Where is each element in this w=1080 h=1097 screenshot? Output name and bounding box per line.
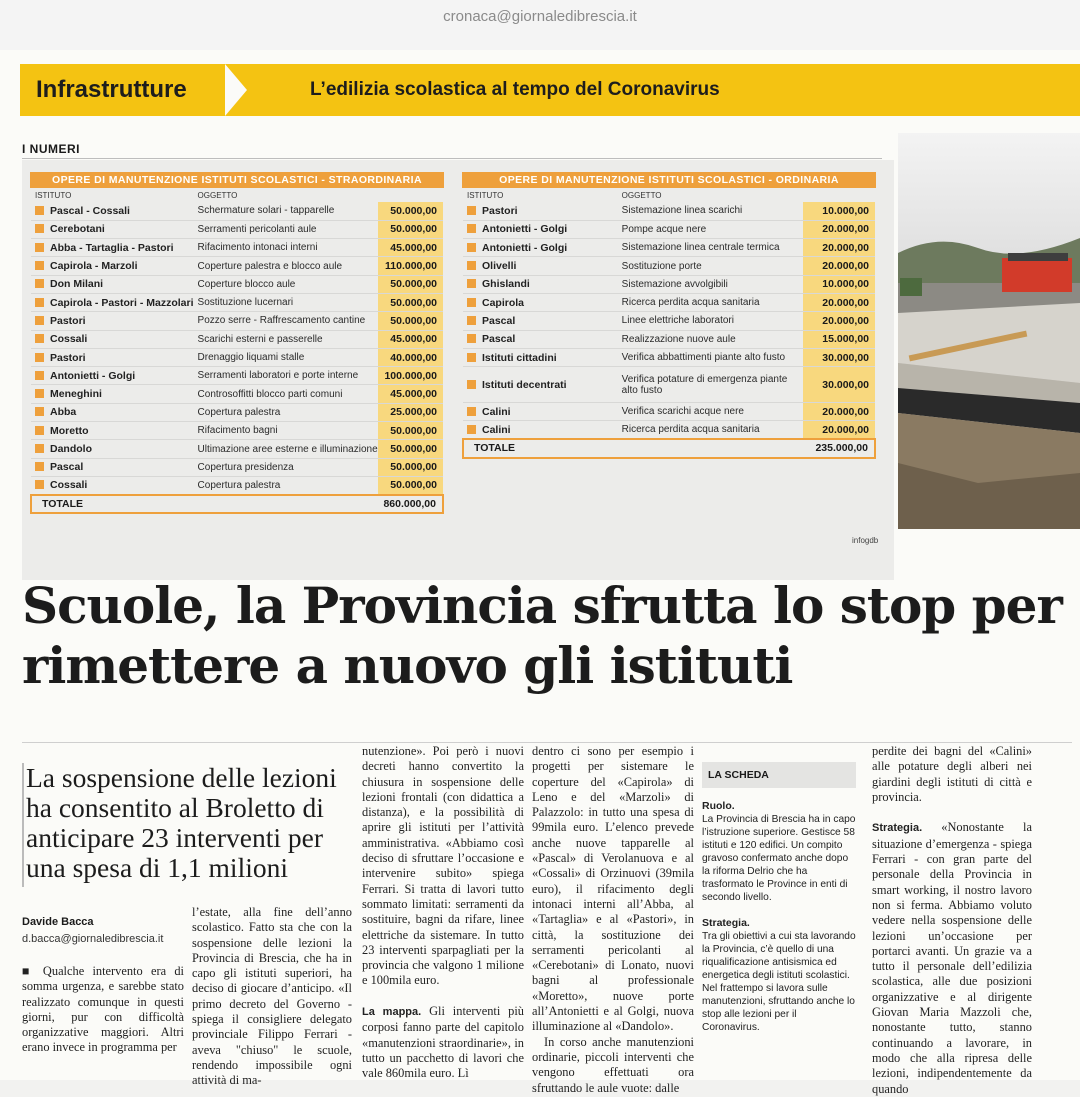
article-column-4 xyxy=(532,744,694,1096)
istituto-text: Capirola xyxy=(482,296,525,309)
cell-istituto xyxy=(463,293,618,311)
cell-importo: 45.000,00 xyxy=(378,239,443,257)
paragraph: dentro ci sono per esempio i progetti per sistemare le coperture del «Capirola» di Leno e del «Marzoli» di Palazzolo: in tutto una spesa di 99mila euro. L’elenco prevede anche nuove tapparelle al «Pascal» di Verolanuova e al «Cossali» di Orzinuovi (39mila euro), il rifacimento degli intonaci interni all’Abba, al «Tartaglia» e al «Pastori», in città, la sostituzione dei serramenti pericolanti al «Cerebotani» di Lonato, nuovi bagni al professionale «Moretto», nuove porte all’Antonietti e al Golgi, nuova illuminazione al «Dandolo». xyxy=(532,744,694,1034)
cell-importo: 10.000,00 xyxy=(803,202,875,220)
table-row xyxy=(463,348,875,366)
bullet-square-icon xyxy=(35,426,44,435)
table-straordinaria xyxy=(30,172,444,514)
istituto-text: Cerebotani xyxy=(50,223,105,236)
cell-istituto xyxy=(31,312,194,330)
col-header-importo xyxy=(378,188,443,202)
col-header-importo xyxy=(803,188,875,202)
cell-importo: 20.000,00 xyxy=(803,293,875,311)
author-name: Davide Bacca xyxy=(22,916,94,928)
construction-site-image xyxy=(898,133,1080,529)
article-column-1: ■ Qualche intervento era di somma urgenza, e sarebbe stato realizzato comunque in questi giorni, pur con difficoltà organizzative maggiori. Altri erano invece in programma per xyxy=(22,964,184,1055)
bullet-square-icon xyxy=(35,480,44,489)
table-row xyxy=(463,421,875,439)
paragraph: Gli interventi più corposi fanno parte del capitolo «manutenzioni straordinarie», in tutto un pacchetto di lavori che vale 860mila euro. Lì xyxy=(362,1004,524,1081)
cell-oggetto: Serramenti laboratori e porte interne xyxy=(194,367,378,385)
cell-istituto xyxy=(31,458,194,476)
fact-strategia-text: Tra gli obiettivi a cui sta lavorando la Provincia, c’è quello di una riqualificazione antisismica ed energetica degli istituti scolastici. Nel frattempo si lavora sulle manutenzioni, sfruttando anche lo stop alle lezioni per il Coronavirus. xyxy=(702,931,856,1033)
table-row xyxy=(31,239,443,257)
bullet-square-icon xyxy=(467,224,476,233)
article-column-6 xyxy=(872,744,1032,1097)
table-row xyxy=(31,257,443,275)
cell-oggetto: Ultimazione aree esterne e illuminazione xyxy=(194,440,378,458)
paragraph: «Nonostante la situazione d’emergenza - spiega Ferrari - con gran parte del personale della Provincia in smart working, il nostro lavoro non si ferma. Abbiamo voluto vedere nella sospensione delle lezioni un’occasione per portarci avanti. Un grazie va a tutto il personale dell’edilizia scolastica, alle due posizioni organizzative e al dirigente Giovan Maria Mazzoli che, nonostante tutto, stanno continuando a lavorare, in modo che alla ripresa delle lezioni, indipendentemente da quando xyxy=(872,820,1032,1096)
bullet-square-icon xyxy=(467,407,476,416)
cell-istituto xyxy=(31,330,194,348)
total-value: 235.000,00 xyxy=(803,439,875,457)
cell-importo: 110.000,00 xyxy=(378,257,443,275)
table-row xyxy=(31,403,443,421)
cell-importo: 50.000,00 xyxy=(378,422,443,440)
table-row xyxy=(31,422,443,440)
cell-oggetto: Realizzazione nuove aule xyxy=(618,330,804,348)
total-label: TOTALE xyxy=(463,439,618,457)
cell-istituto xyxy=(463,421,618,439)
bullet-square-icon xyxy=(35,462,44,471)
cell-importo: 50.000,00 xyxy=(378,202,443,220)
numbers-label: I NUMERI xyxy=(22,142,80,156)
fact-ruolo-text: La Provincia di Brescia ha in capo l’istruzione superiore. Gestisce 58 istituti e 120 edifici. Un compito gravoso confermato anche dopo la riforma Delrio che ha trasformato le Province in enti di secondo livello. xyxy=(702,814,856,903)
cell-oggetto: Verifica potature di emergenza piante alto fusto xyxy=(618,367,804,403)
bullet-square-icon xyxy=(35,353,44,362)
bullet-square-icon xyxy=(467,334,476,343)
bullet-square-icon xyxy=(467,425,476,434)
cell-oggetto: Controsoffitti blocco parti comuni xyxy=(194,385,378,403)
istituto-text: Ghislandi xyxy=(482,278,530,291)
bullet-square-icon xyxy=(35,298,44,307)
bullet-square-icon xyxy=(35,407,44,416)
author-email[interactable]: d.bacca@giornaledibrescia.it xyxy=(22,933,164,945)
bullet-square-icon xyxy=(35,444,44,453)
col-header-istituto: ISTITUTO xyxy=(467,190,504,200)
total-spacer xyxy=(618,439,804,457)
cell-oggetto: Coperture palestra e blocco aule xyxy=(194,257,378,275)
table-row xyxy=(31,348,443,366)
section-title: Infrastrutture xyxy=(36,76,187,103)
table-row xyxy=(31,440,443,458)
newspaper-page xyxy=(0,50,1080,1096)
istituto-text: Calini xyxy=(482,423,511,436)
col-header-oggetto: OGGETTO xyxy=(197,190,238,200)
istituto-text: Antonietti - Golgi xyxy=(482,223,568,236)
cell-importo: 20.000,00 xyxy=(803,421,875,439)
bullet-square-icon xyxy=(35,316,44,325)
table-row xyxy=(463,257,875,275)
fact-box xyxy=(702,762,856,1034)
table-ordinaria xyxy=(462,172,876,459)
numbers-rule xyxy=(22,158,882,159)
cell-istituto xyxy=(31,440,194,458)
cell-importo: 40.000,00 xyxy=(378,348,443,366)
cell-oggetto: Pozzo serre - Raffrescamento cantine xyxy=(194,312,378,330)
table-row xyxy=(31,220,443,238)
cell-oggetto: Sistemazione linea centrale termica xyxy=(618,239,804,257)
cell-istituto xyxy=(31,348,194,366)
table-row xyxy=(31,385,443,403)
fact-ruolo-label: Ruolo. xyxy=(702,800,735,812)
cell-istituto xyxy=(463,348,618,366)
cell-importo: 45.000,00 xyxy=(378,330,443,348)
table-title: OPERE DI MANUTENZIONE ISTITUTI SCOLASTICI - ORDINARIA xyxy=(462,172,876,188)
istituto-text: Cossali xyxy=(50,479,88,492)
cell-importo: 50.000,00 xyxy=(378,293,443,311)
istituto-text: Capirola - Marzoli xyxy=(50,260,138,273)
istituto-text: Don Milani xyxy=(50,278,104,291)
cell-istituto xyxy=(31,403,194,421)
paragraph: In corso anche manutenzioni ordinarie, piccoli interventi che vengono effettuati ora sfruttando le aule vuote: dalle xyxy=(532,1034,694,1095)
deck: La sospensione delle lezioni ha consentito al Broletto di anticipare 23 interventi per una spesa di 1,1 milioni xyxy=(26,762,337,883)
cell-istituto xyxy=(463,330,618,348)
fact-strategia-label: Strategia. xyxy=(702,917,750,929)
cell-istituto xyxy=(463,239,618,257)
cell-oggetto: Rifacimento intonaci interni xyxy=(194,239,378,257)
cell-istituto xyxy=(31,220,194,238)
cell-oggetto: Copertura palestra xyxy=(194,403,378,421)
table-row xyxy=(463,293,875,311)
cell-istituto xyxy=(463,403,618,421)
bullet-square-icon xyxy=(35,389,44,398)
cell-oggetto: Ricerca perdita acqua sanitaria xyxy=(618,293,804,311)
cell-istituto xyxy=(31,367,194,385)
bullet-square-icon xyxy=(467,261,476,270)
section-subtitle: L’edilizia scolastica al tempo del Coronavirus xyxy=(310,79,720,100)
cell-oggetto: Verifica scarichi acque nere xyxy=(618,403,804,421)
istituto-text: Pascal xyxy=(482,333,516,346)
cell-importo: 50.000,00 xyxy=(378,458,443,476)
istituto-text: Antonietti - Golgi xyxy=(50,369,136,382)
bullet-square-icon xyxy=(467,298,476,307)
istituto-text: Istituti decentrati xyxy=(482,378,567,391)
istituto-text: Pascal - Cossali xyxy=(50,204,130,217)
top-bar xyxy=(0,0,1080,50)
istituto-text: Meneghini xyxy=(50,388,102,401)
istituto-text: Capirola - Pastori - Mazzolari xyxy=(50,296,194,309)
fact-box-body xyxy=(702,800,856,1034)
cell-oggetto: Linee elettriche laboratori xyxy=(618,312,804,330)
cell-importo: 20.000,00 xyxy=(803,403,875,421)
cell-importo: 10.000,00 xyxy=(803,275,875,293)
bullet-square-icon xyxy=(467,316,476,325)
cell-importo: 50.000,00 xyxy=(378,312,443,330)
cell-importo: 25.000,00 xyxy=(378,403,443,421)
istituto-text: Pascal xyxy=(50,461,84,474)
bullet-square-icon xyxy=(35,206,44,215)
cell-oggetto: Schermature solari - tapparelle xyxy=(194,202,378,220)
total-label: TOTALE xyxy=(31,495,194,513)
subhead-mappa: La mappa. xyxy=(362,1006,422,1019)
cell-oggetto: Serramenti pericolanti aule xyxy=(194,220,378,238)
cell-istituto xyxy=(463,202,618,220)
band-arrow-divider xyxy=(225,64,247,116)
cell-importo: 20.000,00 xyxy=(803,220,875,238)
cell-importo: 50.000,00 xyxy=(378,476,443,494)
cell-oggetto: Drenaggio liquami stalle xyxy=(194,348,378,366)
paragraph: nutenzione». Poi però i nuovi decreti hanno convertito la chiusura in sospensione delle lezioni frontali (con didattica a distanza), e la possibilità di aprire gli istituti per l’attività amministrativa. «Abbiamo così deciso di sfruttare l’occasione e intervenire subito» spiega Ferrari. Si tratta di lavori tutto sommato limitati: serramenti da sostituire, bagni da rifare, linee elettriche da sistemare. In tutto 23 interventi sparpagliati per la provincia che valgono 1 milione e 100mila euro. xyxy=(362,744,524,988)
istituto-text: Pastori xyxy=(482,204,518,217)
contact-email[interactable]: cronaca@giornaledibrescia.it xyxy=(443,8,637,25)
headline: Scuole, la Provincia sfrutta lo stop per rimettere a nuovo gli istituti xyxy=(22,576,1062,695)
cell-importo: 30.000,00 xyxy=(803,367,875,403)
cell-oggetto: Sistemazione avvolgibili xyxy=(618,275,804,293)
cell-istituto xyxy=(31,239,194,257)
cell-oggetto: Scarichi esterni e passerelle xyxy=(194,330,378,348)
article-top-rule xyxy=(22,742,1072,743)
istituto-text: Olivelli xyxy=(482,260,517,273)
cell-oggetto: Ricerca perdita acqua sanitaria xyxy=(618,421,804,439)
table-row xyxy=(31,275,443,293)
table-row xyxy=(463,330,875,348)
cell-istituto xyxy=(31,202,194,220)
table-row xyxy=(463,220,875,238)
cell-importo: 20.000,00 xyxy=(803,312,875,330)
bullet-square-icon xyxy=(467,243,476,252)
bullet-square-icon xyxy=(35,371,44,380)
bullet-square-icon xyxy=(35,334,44,343)
cell-istituto xyxy=(463,220,618,238)
infographic-credit: infogdb xyxy=(852,536,879,545)
cell-istituto xyxy=(31,385,194,403)
total-spacer xyxy=(194,495,378,513)
cell-importo: 15.000,00 xyxy=(803,330,875,348)
table-title: OPERE DI MANUTENZIONE ISTITUTI SCOLASTICI - STRAORDINARIA xyxy=(30,172,444,188)
table-row xyxy=(31,367,443,385)
istituto-text: Pastori xyxy=(50,314,86,327)
cell-importo: 45.000,00 xyxy=(378,385,443,403)
total-row xyxy=(463,439,875,457)
cell-importo: 50.000,00 xyxy=(378,440,443,458)
table-row xyxy=(463,312,875,330)
cell-oggetto: Pompe acque nere xyxy=(618,220,804,238)
istituto-text: Abba xyxy=(50,406,77,419)
cell-importo: 30.000,00 xyxy=(803,348,875,366)
cell-oggetto: Verifica abbattimenti piante alto fusto xyxy=(618,348,804,366)
istituto-text: Calini xyxy=(482,405,511,418)
table-row xyxy=(463,202,875,220)
istituto-text: Pastori xyxy=(50,351,86,364)
istituto-text: Antonietti - Golgi xyxy=(482,241,568,254)
cell-importo: 50.000,00 xyxy=(378,220,443,238)
cell-importo: 50.000,00 xyxy=(378,275,443,293)
article-column-3 xyxy=(362,744,524,1082)
bullet-square-icon xyxy=(35,243,44,252)
istituto-text: Dandolo xyxy=(50,443,92,455)
fact-box-title: LA SCHEDA xyxy=(702,762,856,788)
col-header-oggetto: OGGETTO xyxy=(621,190,662,200)
subhead-strategia: Strategia. xyxy=(872,822,923,835)
paragraph: perdite dei bagni del «Calini» alle potature degli alberi nei giardini degli istituti di città e provincia. xyxy=(872,744,1032,804)
table-row xyxy=(31,202,443,220)
bullet-square-icon xyxy=(35,261,44,270)
bullet-square-icon xyxy=(35,279,44,288)
istituto-text: Abba - Tartaglia - Pastori xyxy=(50,241,174,254)
istituto-text: Pascal xyxy=(482,314,516,327)
istituto-text: Moretto xyxy=(50,424,89,437)
table-row xyxy=(31,476,443,494)
cell-oggetto: Sistemazione linea scarichi xyxy=(618,202,804,220)
bullet-square-icon xyxy=(467,380,476,389)
table-row xyxy=(463,275,875,293)
cell-oggetto: Sostituzione lucernari xyxy=(194,293,378,311)
cell-istituto xyxy=(463,275,618,293)
table-row xyxy=(31,330,443,348)
cell-istituto xyxy=(31,293,194,311)
total-value: 860.000,00 xyxy=(378,495,443,513)
total-row xyxy=(31,495,443,513)
table-row xyxy=(31,293,443,311)
table-row xyxy=(463,239,875,257)
article-column-2: l’estate, alla fine dell’anno scolastico. Fatto sta che con la sospensione delle lezioni la Provincia di Brescia, che ha in capo gli istituti superiori, ha deciso di giocare d’anticipo. «Il primo decreto del Governo - spiega il consigliere delegato provinciale Filippo Ferrari - aveva "chiuso" le scuole, rendendo impossibile ogni attività di ma- xyxy=(192,905,352,1088)
istituto-text: Istituti cittadini xyxy=(482,351,557,364)
cell-istituto xyxy=(463,367,618,403)
table-row xyxy=(463,403,875,421)
section-band xyxy=(20,64,1080,116)
cell-istituto xyxy=(463,312,618,330)
bullet-square-icon xyxy=(467,353,476,362)
cell-importo: 20.000,00 xyxy=(803,239,875,257)
table-row xyxy=(463,367,875,403)
cell-oggetto: Sostituzione porte xyxy=(618,257,804,275)
cell-importo: 100.000,00 xyxy=(378,367,443,385)
cell-oggetto: Coperture blocco aule xyxy=(194,275,378,293)
cell-istituto xyxy=(31,476,194,494)
cell-importo: 20.000,00 xyxy=(803,257,875,275)
bullet-square-icon xyxy=(467,206,476,215)
table-row xyxy=(31,458,443,476)
cell-istituto xyxy=(31,257,194,275)
col-header-istituto: ISTITUTO xyxy=(35,190,72,200)
table-row xyxy=(31,312,443,330)
cell-oggetto: Copertura presidenza xyxy=(194,458,378,476)
cell-istituto xyxy=(31,422,194,440)
cell-oggetto: Rifacimento bagni xyxy=(194,422,378,440)
cell-istituto xyxy=(463,257,618,275)
istituto-text: Cossali xyxy=(50,333,88,346)
bullet-square-icon xyxy=(467,279,476,288)
cell-oggetto: Copertura palestra xyxy=(194,476,378,494)
cell-istituto xyxy=(31,275,194,293)
bullet-square-icon xyxy=(35,224,44,233)
construction-photo xyxy=(898,133,1080,529)
